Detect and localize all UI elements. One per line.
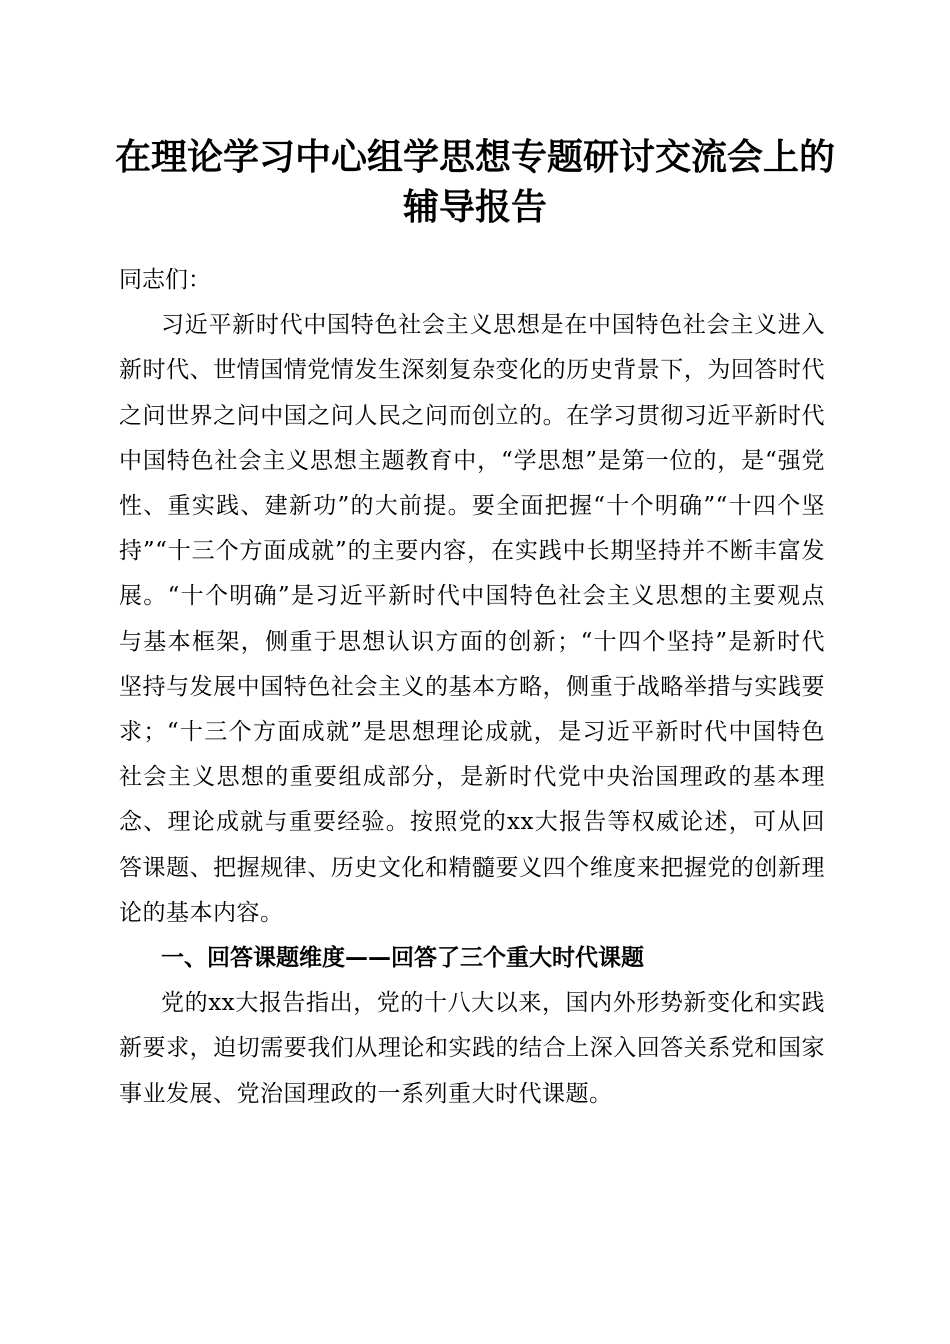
salutation: 同志们： [119, 267, 211, 293]
document-body [119, 258, 825, 1117]
section-heading-1: 一、回答课题维度——回答了三个重大时代课题 [161, 945, 644, 972]
paragraph-intro: 习近平新时代中国特色社会主义思想是在中国特色社会主义进入新时代、世情国情党情发生深刻复杂变化的历史背景下，为回答时代之问世界之问中国之问人民之问而创立的。在学习贯彻习近平新时代中国特色社会主义思想主题教育中，“学思想”是第一位的，是“强党性、重实践、建新功”的大前提。要全面把握“十个明确”“十四个坚持”“十三个方面成就”的主要内容，在实践中长期坚持并不断丰富发展。“十个明确”是习近平新时代中国特色社会主义思想的主要观点与基本框架，侧重于思想认识方面的创新；“十四个坚持”是新时代坚持与发展中国特色社会主义的基本方略，侧重于战略举措与实践要求；“十三个方面成就”是思想理论成就，是习近平新时代中国特色社会主义思想的重要组成部分，是新时代党中央治国理政的基本理念、理论成就与重要经验。按照党的xx大报告等权威论述，可从回答课题、把握规律、历史文化和精髓要义四个维度来把握党的创新理论的基本内容。 [119, 312, 825, 926]
document-title: 在理论学习中心组学思想专题研讨交流会上的辅导报告 [114, 136, 835, 228]
paragraph-section-1: 党的xx大报告指出，党的十八大以来，国内外形势新变化和实践新要求，迫切需要我们从理论和实践的结合上深入回答关系党和国家事业发展、党治国理政的一系列重大时代课题。 [119, 990, 825, 1107]
